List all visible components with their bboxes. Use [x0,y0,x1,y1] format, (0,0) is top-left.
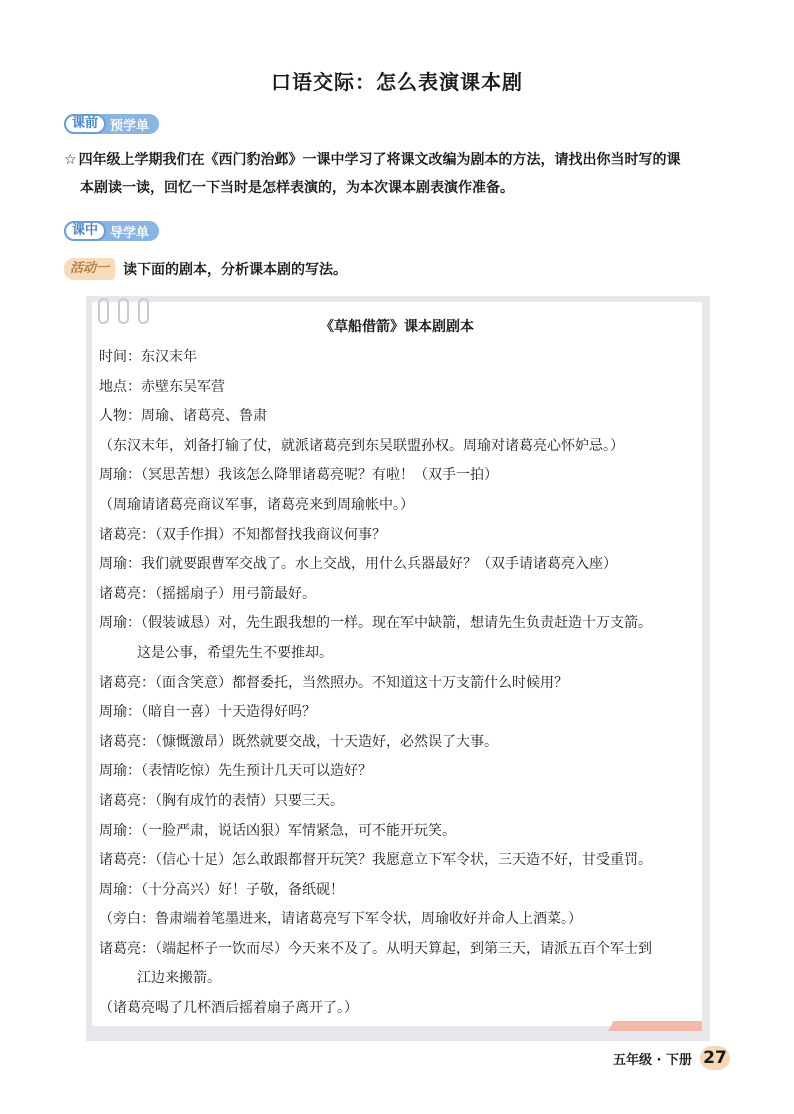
activity-instruction: 读下面的剧本，分析课本剧的写法。 [123,262,348,278]
activity-badge: 活动一 [64,258,115,280]
pre-lesson-tag-right: 预学单 [110,118,150,134]
script-line: 诸葛亮：（面含笑意）都督委托，当然照办。不知道这十万支箭什么时候用？ [99,674,568,691]
script-line: 诸葛亮：（端起杯子一饮而尽）今天来不及了。从明天算起，到第三天，请派五百个军士到 [99,940,652,957]
in-lesson-tag-left: 课中 [64,221,106,241]
script-line: （诸葛亮喝了几杯酒后摇着扇子离开了。） [99,1000,358,1017]
intro-line-1 [64,146,740,174]
script-line: 这是公事，希望先生不要推却。 [137,644,333,661]
activity-heading [64,257,347,281]
pre-lesson-pill [64,114,159,134]
script-line: 周瑜：（假装诚恳）对，先生跟我想的一样。现在军中缺箭，想请先生负责赶造十万支箭。 [99,615,652,632]
page-number: 27 [700,1046,730,1070]
script-line: （东汉末年，刘备打输了仗，就派诸葛亮到东吴联盟孙权。周瑜对诸葛亮心怀妒忌。） [99,437,624,454]
script-line: 诸葛亮：（慷慨激昂）既然就要交战，十天造好，必然误了大事。 [99,733,498,750]
page-title: 口语交际：怎么表演课本剧 [271,70,523,94]
intro-line-2: 本剧读一读，回忆一下当时是怎样表演的，为本次课本剧表演作准备。 [80,180,514,196]
script-line: （旁白：鲁肃端着笔墨进来，请诸葛亮写下军令状，周瑜收好并命人上酒菜。） [99,911,582,928]
intro-paragraph [64,146,740,202]
script-line: 江边来搬箭。 [137,970,221,987]
script-line: 周瑜：（十分高兴）好！子敬，备纸砚！ [99,881,344,898]
script-line: 周瑜：我们就要跟曹军交战了。水上交战，用什么兵器最好？（双手请诸葛亮入座） [99,556,617,573]
script-line: 周瑜：（暗自一喜）十天造得好吗？ [99,704,316,721]
script-line: （周瑜请诸葛亮商议军事，诸葛亮来到周瑜帐中。） [99,496,414,513]
script-line: 诸葛亮：（信心十足）怎么敢跟都督开玩笑？我愿意立下军令状，三天造不好，甘受重罚。 [99,852,652,869]
page-footer [613,1046,730,1070]
script-line: 地点：赤壁东吴军营 [99,378,225,395]
intro-line-1-text: 四年级上学期我们在《西门豹治邺》一课中学习了将课文改编为剧本的方法，请找出你当时写的课 [78,152,681,168]
script-line: 诸葛亮：（双手作揖）不知都督找我商议何事？ [99,526,386,543]
script-line: 人物：周瑜、诸葛亮、鲁肃 [99,408,267,425]
script-body [99,343,699,1024]
in-lesson-tag [64,220,159,242]
script-line: 诸葛亮：（摇摇扇子）用弓箭最好。 [99,585,316,602]
script-title: 《草船借箭》课本剧剧本 [320,319,474,335]
script-line: 周瑜：（冥思苦想）我该怎么降罪诸葛亮呢？有啦！（双手一拍） [99,467,498,484]
script-line: 诸葛亮：（胸有成竹的表情）只要三天。 [99,792,344,809]
pre-lesson-tag-left: 课前 [64,114,106,134]
script-line: 周瑜：（一脸严肃，说话凶狠）军情紧急，可不能开玩笑。 [99,822,456,839]
in-lesson-tag-right: 导学单 [110,225,150,241]
script-line: 时间：东汉末年 [99,349,197,365]
in-lesson-pill [64,221,159,241]
script-line: 周瑜：（表情吃惊）先生预计几天可以造好？ [99,763,372,780]
pre-lesson-tag [64,113,159,135]
grade-label: 五年级 · 下册 [613,1052,692,1068]
star-icon: ☆ [64,152,77,168]
